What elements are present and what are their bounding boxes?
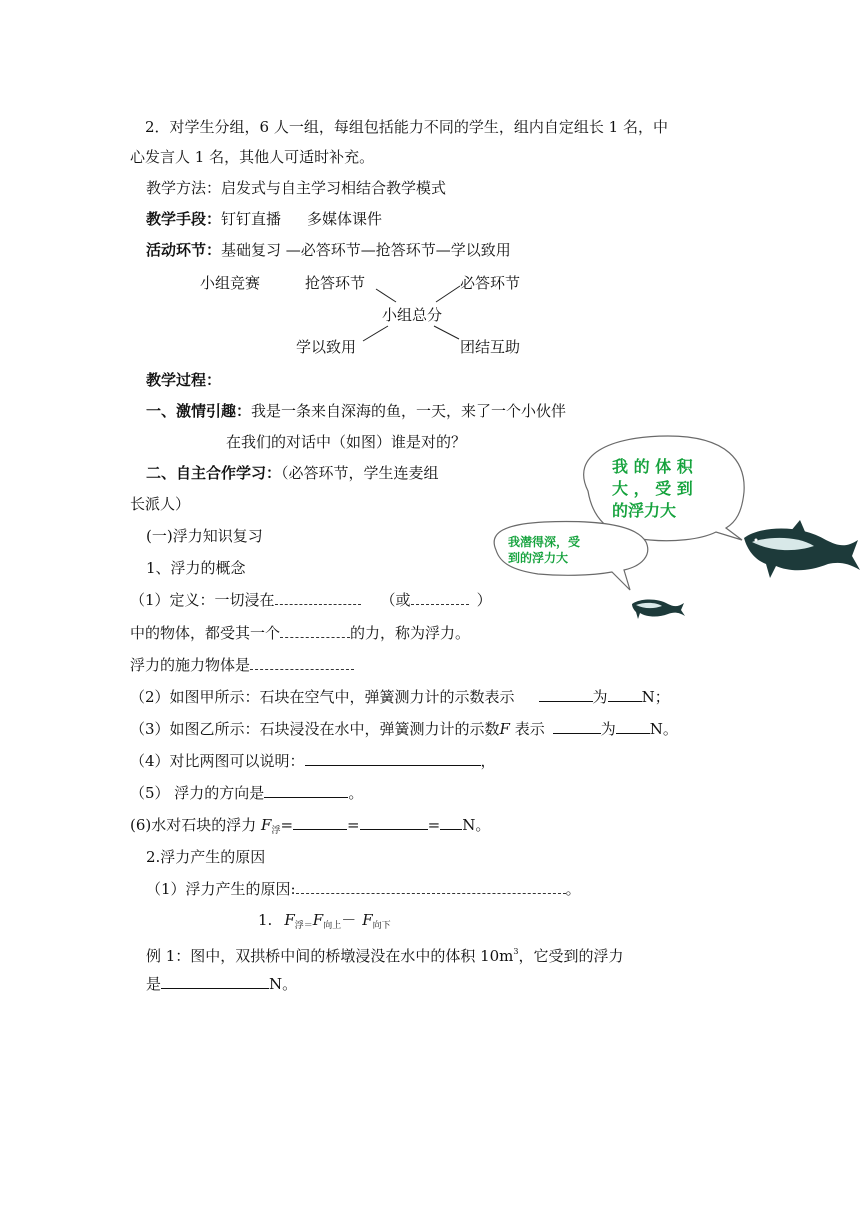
question-6-eq: =	[347, 816, 360, 834]
small-fish-icon	[632, 600, 685, 620]
example-1-line-2	[146, 974, 297, 994]
question-3-unit: N。	[649, 720, 678, 738]
intro-line-2: 心发言人 1 名，其他人可适时补充。	[130, 148, 375, 166]
diagram-bottom-left: 学以致用	[296, 338, 357, 356]
diagram-bottom-right: 团结互助	[460, 338, 521, 356]
question-6-eq: =	[280, 816, 294, 834]
teaching-means-value-1: 钉钉直播	[221, 210, 282, 228]
formula-s2: 向上	[323, 921, 342, 931]
question-5-text: （5） 浮力的方向是	[130, 784, 265, 802]
diagram-top-left: 抢答环节	[305, 274, 366, 292]
definition-text-a: （1）定义：一切浸在	[130, 591, 275, 609]
question-2-for: 为	[592, 688, 608, 706]
teaching-means-label: 教学手段：	[146, 210, 222, 228]
question-3-f: F	[499, 720, 510, 738]
question-6-unit: N。	[462, 816, 491, 834]
definition-text-e: 的力，称为浮力。	[350, 624, 471, 642]
section-2-label: 二、自主合作学习：	[146, 464, 282, 482]
teaching-method-value: 启发式与自主学习相结合教学模式	[221, 179, 447, 197]
question-4-comma: ，	[480, 752, 496, 770]
bubble-small-line-2: 到的浮力大	[508, 551, 569, 565]
subsection-1: (一)浮力知识复习	[146, 527, 263, 545]
formula-f2: F	[312, 911, 324, 929]
formula-minus: －	[341, 911, 357, 929]
example-1-unit: N。	[269, 975, 298, 993]
question-4	[130, 751, 496, 771]
example-1-text-b: ，它受到的浮力	[518, 947, 624, 965]
blank	[539, 687, 593, 702]
question-6-f: F	[261, 816, 272, 834]
question-5	[130, 783, 363, 803]
question-3	[130, 719, 678, 739]
blank	[553, 719, 601, 734]
question-4-text: （4）对比两图可以说明：	[130, 752, 305, 770]
definition-text-f: 浮力的施力物体是	[130, 656, 251, 674]
blank	[250, 655, 354, 670]
blank	[264, 783, 348, 798]
cause-end: 。	[565, 880, 581, 898]
cause-text: （1）浮力产生的原因:	[146, 880, 296, 898]
blank	[608, 687, 642, 702]
question-6-sub: 浮	[271, 826, 281, 836]
example-1	[146, 942, 624, 966]
question-6-text: (6)水对石块的浮力	[130, 816, 262, 834]
question-2	[130, 687, 670, 707]
section-1-label: 一、激情引趣：	[146, 402, 252, 420]
definition-text-d: 中的物体，都受其一个	[130, 624, 281, 642]
process-title: 教学过程：	[146, 371, 222, 389]
teaching-method-label: 教学方法：	[146, 179, 222, 197]
example-1-text: 例 1：图中，双拱桥中间的桥墩浸没在水中的体积 10m	[146, 947, 514, 965]
formula-f1: F	[284, 911, 295, 929]
formula-num: 1.	[258, 911, 273, 929]
teaching-means-value-2: 多媒体课件	[307, 210, 383, 228]
formula-s3: 向下	[372, 921, 391, 931]
example-1-sup: 3	[513, 947, 519, 956]
concept-title: 1、浮力的概念	[146, 559, 246, 577]
question-6-eq: =	[427, 816, 441, 834]
question-3-text: （3）如图乙所示：石块浸没在水中，弹簧测力计的示数	[130, 720, 500, 738]
definition-line-3	[130, 655, 354, 675]
intro-line-1: 2．对学生分组，6 人一组，每组包括能力不同的学生，组内自定组长 1 名，中	[145, 118, 668, 136]
section-1-line-2: 在我们的对话中（如图）谁是对的？	[226, 433, 467, 451]
blank	[360, 815, 428, 830]
definition-text-c: ）	[476, 591, 492, 609]
formula-eq: ＝	[303, 921, 313, 931]
diagram-center: 小组总分	[382, 306, 443, 324]
diagram-title: 小组竞赛	[200, 274, 261, 292]
question-5-end: 。	[348, 784, 364, 802]
blank	[293, 815, 347, 830]
bubble-big-line-1: 我 的 体 积	[612, 457, 693, 476]
question-3-for: 为	[600, 720, 616, 738]
diagram-top-right: 必答环节	[460, 274, 521, 292]
section-2-text: （必答环节，学生连麦组	[281, 464, 439, 482]
blank	[296, 879, 566, 894]
example-1-is: 是	[146, 975, 162, 993]
question-6	[130, 815, 490, 841]
question-3-text-b: 表示	[509, 720, 545, 738]
blank	[616, 719, 650, 734]
cause-title: 2.浮力产生的原因	[146, 848, 266, 866]
formula	[258, 910, 391, 936]
section-1-text: 我是一条来自深海的鱼，一天，来了一个小伙伴	[251, 402, 567, 420]
bubble-small-line-1: 我潜得深，受	[508, 535, 581, 549]
activity-steps-value: 基础复习 —必答环节—抢答环节—学以致用	[221, 241, 511, 259]
formula-s1: 浮	[294, 921, 304, 931]
big-fish-icon	[744, 520, 860, 578]
activity-steps-label: 活动环节：	[146, 241, 222, 259]
blank	[440, 815, 462, 830]
question-2-text: （2）如图甲所示：石块在空气中，弹簧测力计的示数表示	[130, 688, 515, 706]
formula-f3: F	[362, 911, 373, 929]
section-2-line-2: 长派人）	[130, 495, 191, 513]
bubble-big-line-3: 的浮力大	[612, 501, 677, 520]
speech-bubble-small	[494, 522, 648, 590]
question-2-unit: N；	[641, 688, 670, 706]
definition-text-b: （或	[380, 591, 411, 609]
cause-line-1	[146, 879, 581, 899]
bubble-big-line-2: 大 ， 受 到	[612, 479, 693, 498]
blank	[305, 751, 481, 766]
blank	[161, 974, 269, 989]
